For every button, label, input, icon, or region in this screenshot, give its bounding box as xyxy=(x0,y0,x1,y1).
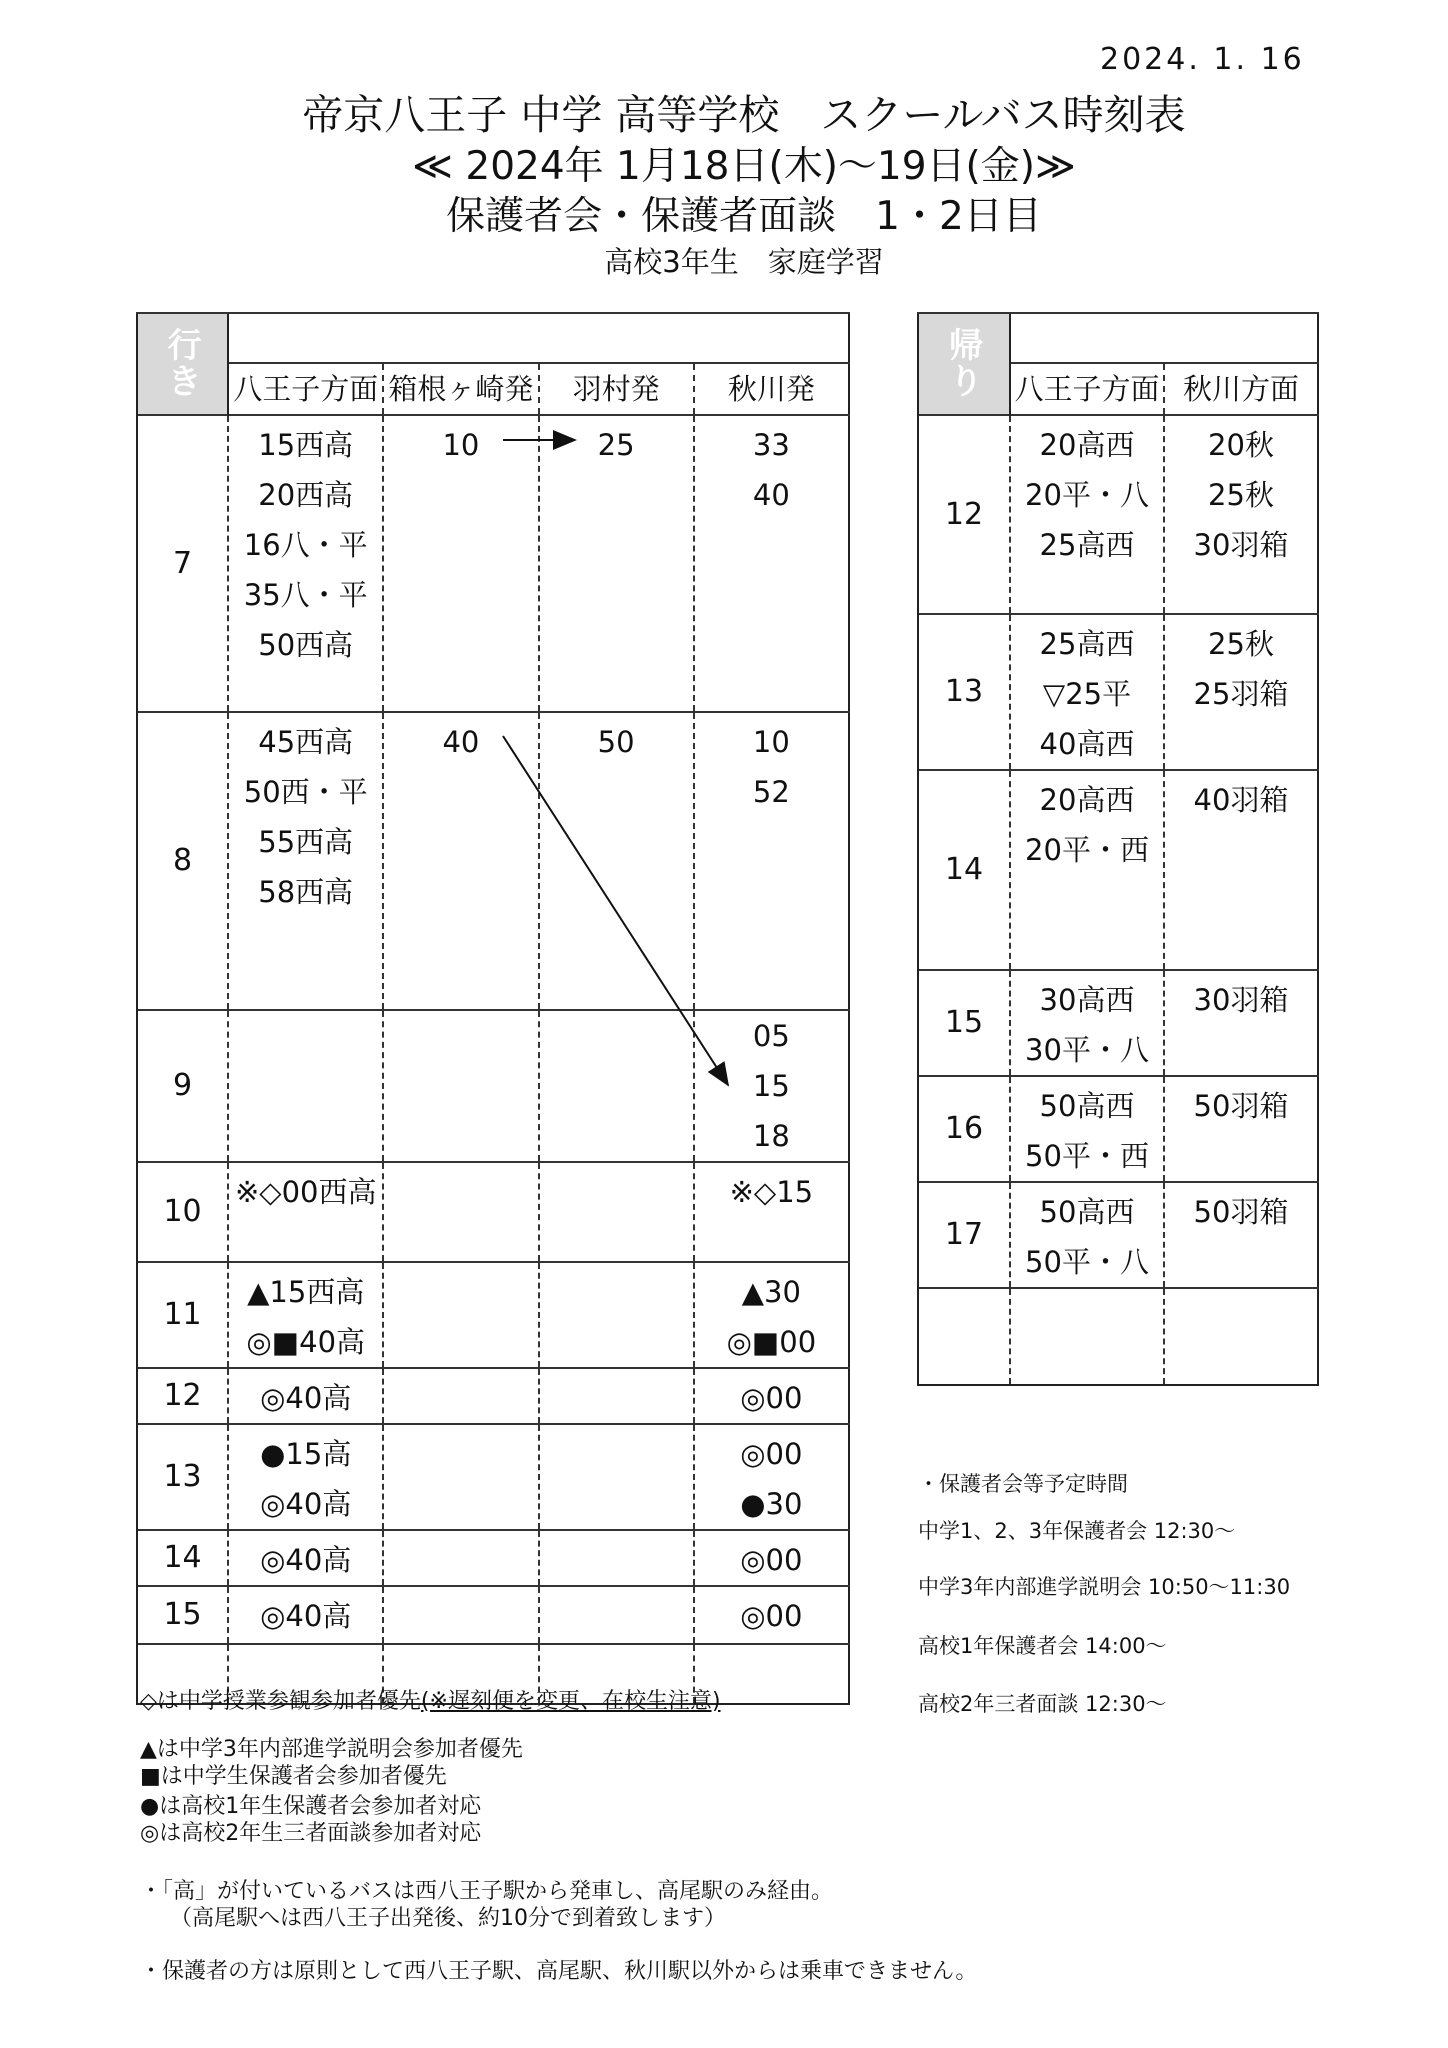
departure-time: 50平・八 xyxy=(1025,1245,1149,1279)
departure-time: 25秋 xyxy=(1208,478,1274,512)
departure-time: 20平・八 xyxy=(1025,478,1149,512)
col-header-akigawa: 秋川発 xyxy=(694,363,849,415)
departure-time: 25秋 xyxy=(1208,627,1274,661)
departure-time: 35八・平 xyxy=(243,578,368,612)
departure-time: 20西高 xyxy=(258,478,354,512)
departure-time: 50羽箱 xyxy=(1193,1089,1289,1123)
departure-time: 40羽箱 xyxy=(1193,783,1289,817)
schedule-item: 高校1年保護者会 14:00〜 xyxy=(918,1634,1167,1658)
departure-time: 10 xyxy=(752,725,790,759)
page-title: 帝京八王子 中学 高等学校 スクールバス時刻表 xyxy=(302,91,1186,139)
departure-time: ●30 xyxy=(740,1487,803,1521)
departure-time: ▲30 xyxy=(741,1275,801,1309)
departure-time: 20平・西 xyxy=(1025,833,1149,867)
legend-diamond xyxy=(140,1688,721,1715)
hour-cell: 14 xyxy=(137,1530,228,1586)
departure-time: 30羽箱 xyxy=(1193,983,1289,1017)
departure-time: 50 xyxy=(597,725,635,759)
note-boarding: ・保護者の方は原則として西八王子駅、高尾駅、秋川駅以外からは乗車できません。 xyxy=(140,1959,978,1984)
legend-circle: ●は高校1年生保護者会参加者対応 xyxy=(140,1794,482,1819)
departure-time: 20秋 xyxy=(1208,428,1274,462)
legend-triangle: ▲は中学3年内部進学説明会参加者優先 xyxy=(140,1737,523,1762)
departure-time: 30平・八 xyxy=(1025,1033,1149,1067)
departure-time: ▽25平 xyxy=(1042,677,1132,711)
departure-time: 15 xyxy=(752,1069,790,1103)
departure-time: 20高西 xyxy=(1039,783,1135,817)
departure-time: ※◇15 xyxy=(729,1175,814,1209)
departure-time: ◎40高 xyxy=(260,1543,352,1577)
hour-cell: 16 xyxy=(918,1076,1010,1182)
col-header-return-hachioji: 八王子方面 xyxy=(1010,363,1164,415)
hour-cell: 9 xyxy=(137,1010,228,1162)
hour-cell: 10 xyxy=(137,1162,228,1262)
schedule-item: 中学1、2、3年保護者会 12:30〜 xyxy=(918,1519,1236,1543)
departure-time: 30高西 xyxy=(1039,983,1135,1017)
departure-time: ▲15西高 xyxy=(247,1275,365,1309)
departure-time: ●15高 xyxy=(260,1437,352,1471)
departure-time: 30羽箱 xyxy=(1193,528,1289,562)
departure-time: ◎40高 xyxy=(260,1599,352,1633)
departure-time: ◎00 xyxy=(740,1437,803,1471)
arrow-hakone-to-akigawa-9h xyxy=(503,736,728,1085)
event-title: 保護者会・保護者面談 1・2日目 xyxy=(446,194,1042,239)
col-header-hamura: 羽村発 xyxy=(539,363,694,415)
departure-time: 50西・平 xyxy=(243,775,368,809)
departure-time: 58西高 xyxy=(258,875,354,909)
col-header-return-akigawa: 秋川方面 xyxy=(1164,363,1318,415)
departure-time: 20高西 xyxy=(1039,428,1135,462)
departure-time: 50羽箱 xyxy=(1193,1195,1289,1229)
departure-time: 25高西 xyxy=(1039,528,1135,562)
hour-cell: 15 xyxy=(137,1586,228,1644)
hour-cell: 13 xyxy=(918,614,1010,770)
departure-time: 25高西 xyxy=(1039,627,1135,661)
departure-time: 50西高 xyxy=(258,628,354,662)
departure-time: ◎40高 xyxy=(260,1487,352,1521)
hour-cell: 11 xyxy=(137,1262,228,1368)
departure-time: ◎40高 xyxy=(260,1381,352,1415)
note-takao-line1: ・「高」が付いているバスは西八王子駅から発車し、高尾駅のみ経由。 xyxy=(140,1879,834,1904)
departure-time: 15西高 xyxy=(258,428,354,462)
hour-cell: 17 xyxy=(918,1182,1010,1288)
departure-time: 40 xyxy=(442,725,480,759)
departure-time: 18 xyxy=(752,1119,790,1153)
departure-time: 25羽箱 xyxy=(1193,677,1289,711)
schedule-item: 中学3年内部進学説明会 10:50〜11:30 xyxy=(918,1575,1291,1599)
hour-cell: 12 xyxy=(918,415,1010,614)
departure-time: ◎00 xyxy=(740,1543,803,1577)
departure-time: 52 xyxy=(752,775,790,809)
subtitle: 高校3年生 家庭学習 xyxy=(604,245,884,279)
departure-time: ◎00 xyxy=(740,1599,803,1633)
hour-cell: 15 xyxy=(918,970,1010,1076)
departure-time: 40高西 xyxy=(1039,727,1135,761)
departure-time: 45西高 xyxy=(258,725,354,759)
note-takao-line2: （高尾駅へは西八王子出発後、約10分で到着致します） xyxy=(170,1906,726,1931)
hour-cell: 7 xyxy=(137,415,228,712)
legend-square: ■は中学生保護者会参加者優先 xyxy=(140,1764,447,1789)
departure-time: 50平・西 xyxy=(1025,1139,1149,1173)
departure-time: 25 xyxy=(597,428,635,462)
col-header-hachioji: 八王子方面 xyxy=(228,363,383,415)
departure-time: 33 xyxy=(752,428,790,462)
hour-cell: 8 xyxy=(137,712,228,1010)
departure-time: 50高西 xyxy=(1039,1089,1135,1123)
legend-double-circle: ◎は高校2年生三者面談参加者対応 xyxy=(140,1821,482,1846)
return-tag: 帰り xyxy=(918,313,1010,415)
departure-time: 16八・平 xyxy=(243,528,368,562)
departure-time: ◎■40高 xyxy=(246,1325,366,1359)
hour-cell: 14 xyxy=(918,770,1010,970)
departure-time: ※◇00西高 xyxy=(234,1175,377,1209)
departure-time: 40 xyxy=(752,478,790,512)
legend-diamond-note: (※遅刻便を変更、在校生注意) xyxy=(420,1689,721,1714)
departure-time: ◎00 xyxy=(740,1381,803,1415)
departure-time: 10 xyxy=(442,428,480,462)
hour-cell: 12 xyxy=(137,1368,228,1424)
date-range: ≪ 2024年 1月18日(木)〜19日(金)≫ xyxy=(412,144,1076,189)
departure-time: 55西高 xyxy=(258,825,354,859)
departure-time: 50高西 xyxy=(1039,1195,1135,1229)
schedule-item: 高校2年三者面談 12:30〜 xyxy=(918,1692,1167,1716)
departure-time: ◎■00 xyxy=(726,1325,817,1359)
schedule-title: ・保護者会等予定時間 xyxy=(918,1472,1128,1496)
departure-time: 05 xyxy=(752,1019,790,1053)
document-date: 2024. 1. 16 xyxy=(1100,42,1305,77)
outbound-tag: 行き xyxy=(137,313,228,415)
legend-diamond-text: ◇は中学授業参観参加者優先 xyxy=(140,1689,421,1714)
col-header-hakonegasaki: 箱根ヶ崎発 xyxy=(383,363,538,415)
hour-cell: 13 xyxy=(137,1424,228,1530)
